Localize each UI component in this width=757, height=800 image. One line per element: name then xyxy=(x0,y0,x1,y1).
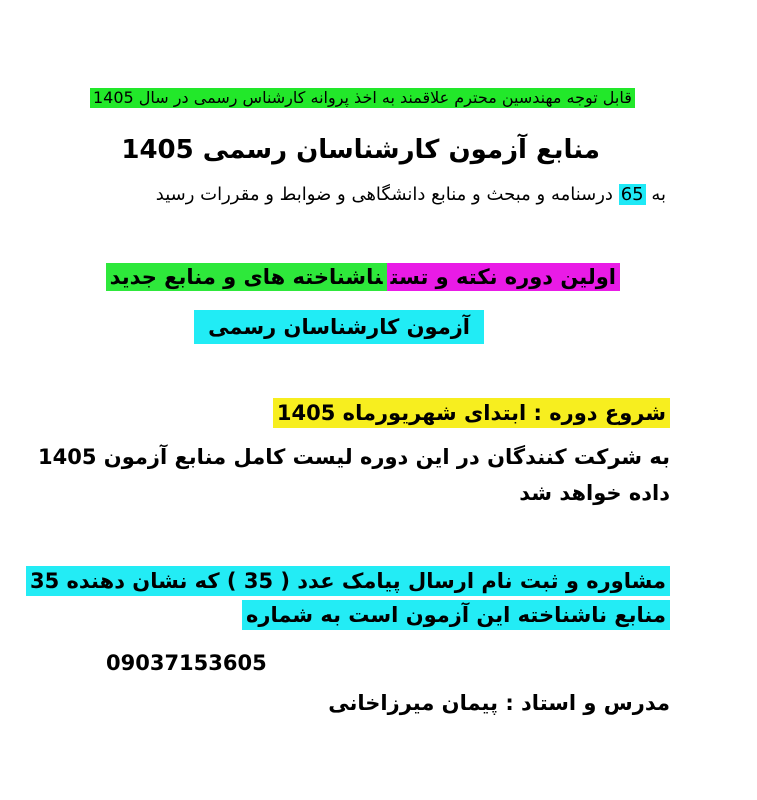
instructor-line: مدرس و استاد : پیمان میرزاخانی xyxy=(328,691,670,715)
participants-line2: داده خواهد شد xyxy=(519,481,670,505)
course-heading-line2 xyxy=(208,310,484,344)
consult-line1 xyxy=(29,566,670,596)
sources-prefix: به xyxy=(651,184,666,205)
course-heading-magenta: اولین دوره نکته و تست xyxy=(387,263,620,291)
participants-line1: به شرکت کنندگان در این دوره لیست کامل منابع آزمون 1405 xyxy=(38,445,670,469)
sources-suffix: درسنامه و مبحث و منابع دانشگاهی و ضوابط و مقررات رسید xyxy=(155,184,613,205)
consult-line2-text: منابع ناشناخته این آزمون است به شماره xyxy=(242,600,670,630)
course-start-text: شروع دوره : ابتدای شهریورماه 1405 xyxy=(273,398,670,428)
consult-line2 xyxy=(245,600,670,630)
notice-line xyxy=(90,88,670,108)
sources-line xyxy=(96,184,666,207)
notice-text: قابل توجه مهندسین محترم علاقمند به اخذ پروانه کارشناس رسمی در سال 1405 xyxy=(90,88,635,108)
phone-number: 09037153605 xyxy=(106,651,267,675)
page-title: منابع آزمون کارشناسان رسمی 1405 xyxy=(121,135,600,165)
course-heading-green: ناشناخته های و منابع جدید xyxy=(106,263,387,291)
consult-line1-text: مشاوره و ثبت نام ارسال پیامک عدد ( 35 ) که نشان دهنده 35 xyxy=(26,566,670,596)
course-start xyxy=(276,398,670,428)
course-heading-line2-text: آزمون کارشناسان رسمی xyxy=(194,310,484,344)
sources-count: 65 xyxy=(620,184,644,205)
course-heading xyxy=(109,264,620,290)
